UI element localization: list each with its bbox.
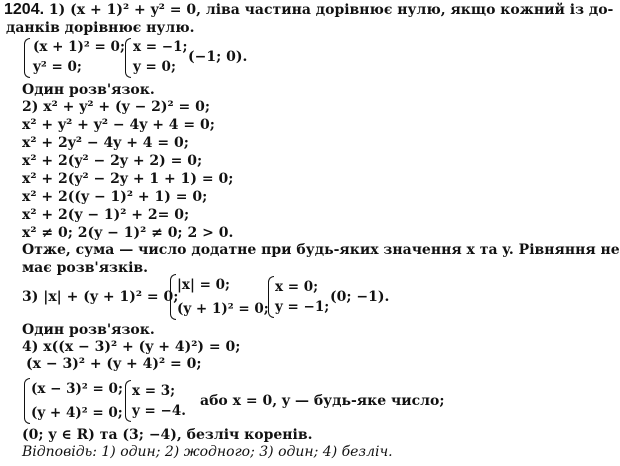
solution-3: (0; −1).	[330, 289, 390, 305]
part2-line: x² + 2(y − 1)² + 2= 0;	[22, 207, 190, 223]
part4-line1: 4) x((x − 3)² + (y + 4)²) = 0;	[22, 339, 241, 355]
part3-equation: 3) |x| + (y + 1)² = 0;	[22, 289, 179, 305]
system-brace	[24, 38, 30, 78]
conclusion2-line2: має розв'язків.	[22, 260, 149, 276]
system1-eq-b: y² = 0;	[33, 59, 82, 75]
solution-1: (−1; 0).	[188, 49, 248, 65]
system-brace	[125, 38, 131, 78]
problem-number: 1204.	[4, 1, 45, 18]
problem-intro-cont: данків дорівнює нулю.	[6, 20, 195, 36]
part4-result: (0; y ∈ R) та (3; −4), безліч коренів.	[22, 427, 313, 443]
part2-line: x² + 2(y² − 2y + 2) = 0;	[22, 153, 203, 169]
part4-or-clause: або x = 0, y — будь-яке число;	[200, 393, 445, 409]
part3-system-b: (y + 1)² = 0;	[177, 301, 269, 317]
system-brace	[170, 274, 176, 320]
part2-line: x² + 2y² − 4y + 4 = 0;	[22, 135, 189, 151]
part3-sol-a: x = 0;	[275, 279, 319, 295]
one-solution-3: Один розв'язок.	[22, 322, 155, 338]
system1-eq-a: (x + 1)² = 0;	[33, 39, 125, 55]
part2-line: x² + 2((y − 1)² + 1) = 0;	[22, 189, 208, 205]
system-brace	[268, 276, 274, 318]
system-brace	[125, 380, 131, 422]
part2-line: x² + 2(y² − 2y + 1 + 1) = 0;	[22, 171, 234, 187]
system1-sol-a: x = −1;	[133, 39, 188, 55]
problem-intro: 1) (x + 1)² + y² = 0, ліва частина дорівнює нулю, якщо кожний із до-	[48, 2, 614, 18]
system-brace	[24, 378, 30, 424]
problem-header-line	[4, 2, 613, 18]
final-answer: Відповідь: 1) один; 2) жодного; 3) один; 4) безліч.	[22, 444, 393, 460]
part2-line: x² ≠ 0; 2(y − 1)² ≠ 0; 2 > 0.	[22, 225, 234, 241]
part3-sol-b: y = −1;	[275, 299, 330, 315]
part4-line2: (x − 3)² + (y + 4)² = 0;	[26, 356, 202, 372]
one-solution-1: Один розв'язок.	[22, 82, 155, 98]
part3-system-a: |x| = 0;	[177, 277, 230, 293]
part2-line: 2) x² + y² + (y − 2)² = 0;	[22, 99, 211, 115]
system1-sol-b: y = 0;	[133, 59, 176, 75]
part4-system-b: (y + 4)² = 0;	[31, 405, 123, 421]
conclusion2-line1: Отже, сума — число додатне при будь-яких значення x та y. Рівняння не	[22, 242, 620, 258]
part4-sol-a: x = 3;	[132, 383, 176, 399]
part2-line: x² + y² + y² − 4y + 4 = 0;	[22, 117, 215, 133]
part4-sol-b: y = −4.	[132, 403, 186, 419]
part4-system-a: (x − 3)² = 0;	[31, 381, 123, 397]
